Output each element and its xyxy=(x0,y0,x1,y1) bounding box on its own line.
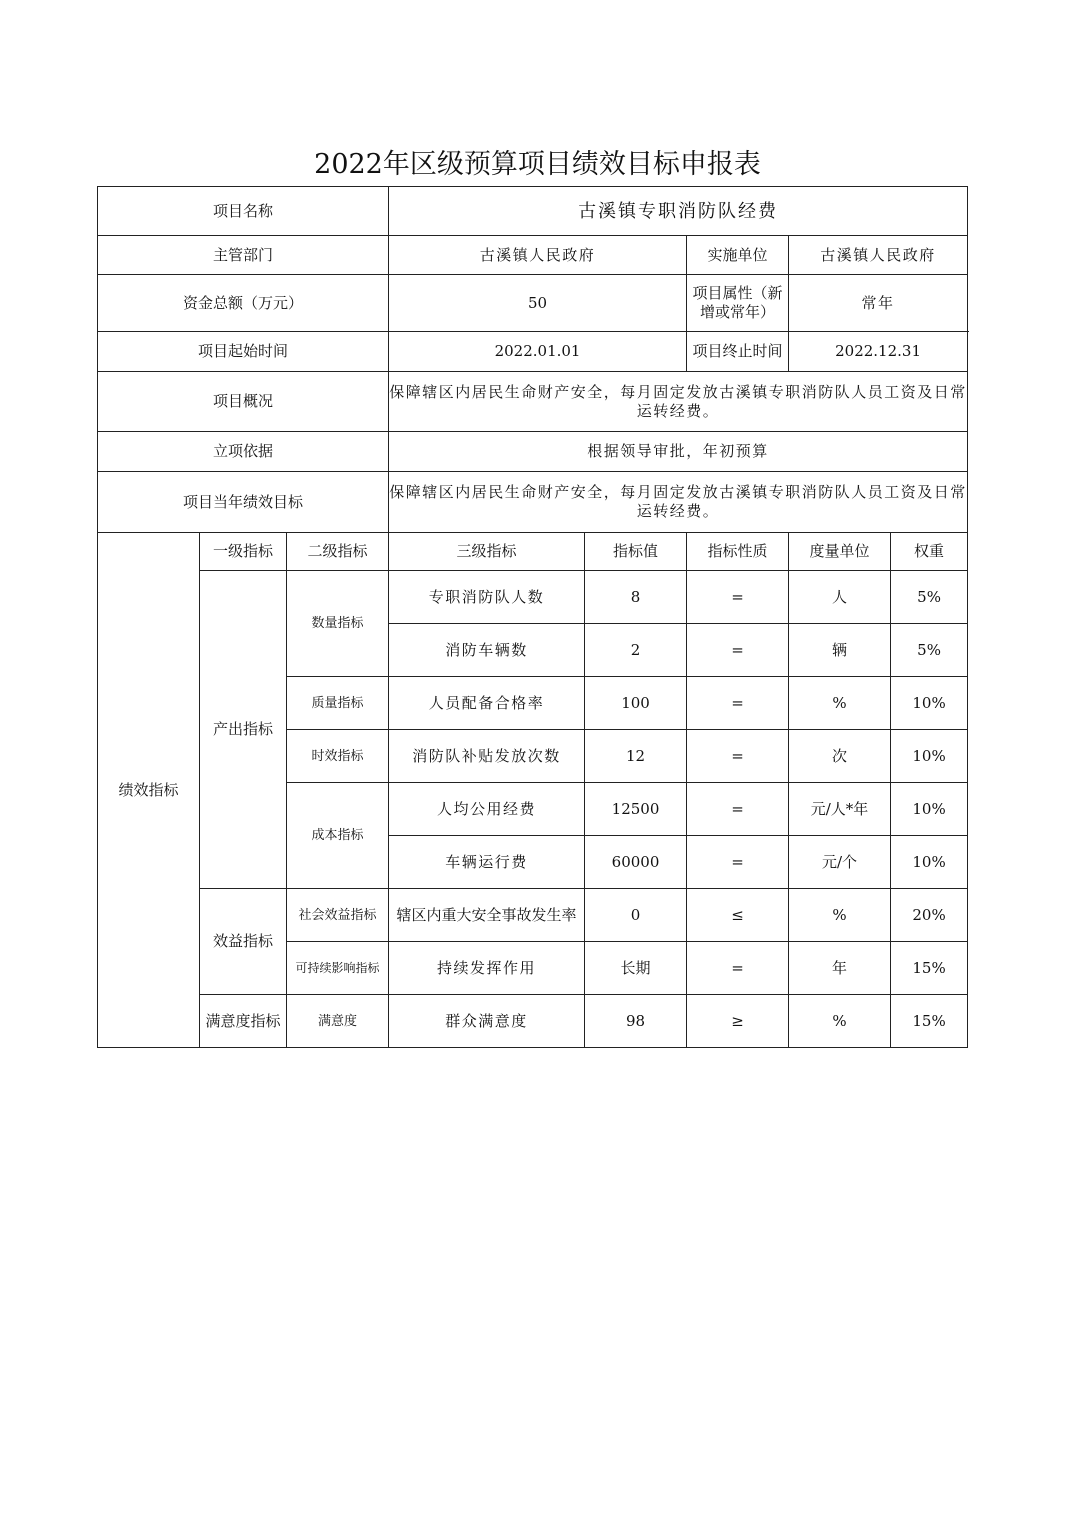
row-dates xyxy=(98,332,968,372)
indicator-weight: 5% xyxy=(891,624,968,677)
goal-label: 项目当年绩效目标 xyxy=(98,472,389,533)
indicator-weight: 5% xyxy=(891,571,968,624)
indicator-weight: 10% xyxy=(891,677,968,730)
basis-value: 根据领导审批，年初预算 xyxy=(389,432,968,472)
impl-label: 实施单位 xyxy=(687,236,789,275)
page-title: 2022年区级预算项目绩效目标申报表 xyxy=(314,149,761,180)
indicator-value: 2 xyxy=(585,624,687,677)
indicator-unit: 年 xyxy=(789,942,891,995)
indicator-name: 车辆运行费 xyxy=(389,836,585,889)
header-unit: 度量单位 xyxy=(789,533,891,571)
level2-quality: 质量指标 xyxy=(287,677,389,730)
indicator-weight: 15% xyxy=(891,995,968,1048)
header-level3: 三级指标 xyxy=(389,533,585,571)
indicator-nature: = xyxy=(687,571,789,624)
indicator-value: 12 xyxy=(585,730,687,783)
indicator-name: 人员配备合格率 xyxy=(389,677,585,730)
indicator-name: 辖区内重大安全事故发生率 xyxy=(389,889,585,942)
budget-form-table xyxy=(97,186,968,1048)
row-project-name xyxy=(98,187,968,236)
indicator-value: 12500 xyxy=(585,783,687,836)
overview-label: 项目概况 xyxy=(98,372,389,432)
level1-satisfaction: 满意度指标 xyxy=(200,995,287,1048)
indicator-weight: 20% xyxy=(891,889,968,942)
indicator-value: 长期 xyxy=(585,942,687,995)
start-label: 项目起始时间 xyxy=(98,332,389,372)
end-label: 项目终止时间 xyxy=(687,332,789,372)
row-goal xyxy=(98,472,968,533)
start-value: 2022.01.01 xyxy=(389,332,687,372)
indicator-name: 专职消防队人数 xyxy=(389,571,585,624)
indicator-name: 消防队补贴发放次数 xyxy=(389,730,585,783)
perf-header-row xyxy=(98,533,968,571)
dept-label: 主管部门 xyxy=(98,236,389,275)
row-fund xyxy=(98,275,968,332)
indicator-name: 持续发挥作用 xyxy=(389,942,585,995)
indicator-weight: 10% xyxy=(891,730,968,783)
level2-quantity: 数量指标 xyxy=(287,571,389,677)
indicator-nature: = xyxy=(687,942,789,995)
project-name-value: 古溪镇专职消防队经费 xyxy=(389,187,968,236)
indicator-unit: 人 xyxy=(789,571,891,624)
indicator-name: 人均公用经费 xyxy=(389,783,585,836)
impl-value: 古溪镇人民政府 xyxy=(789,236,968,275)
fund-label: 资金总额（万元） xyxy=(98,275,389,332)
indicator-nature: = xyxy=(687,783,789,836)
indicator-weight: 10% xyxy=(891,783,968,836)
indicator-name: 群众满意度 xyxy=(389,995,585,1048)
indicator-weight: 15% xyxy=(891,942,968,995)
row-basis xyxy=(98,432,968,472)
indicator-nature: ≥ xyxy=(687,995,789,1048)
indicator-nature: ≤ xyxy=(687,889,789,942)
header-level2: 二级指标 xyxy=(287,533,389,571)
level2-cost: 成本指标 xyxy=(287,783,389,889)
indicator-unit: % xyxy=(789,995,891,1048)
end-value: 2022.12.31 xyxy=(789,332,968,372)
indicator-value: 8 xyxy=(585,571,687,624)
header-weight: 权重 xyxy=(891,533,968,571)
indicator-unit: 辆 xyxy=(789,624,891,677)
header-nature: 指标性质 xyxy=(687,533,789,571)
level1-benefit: 效益指标 xyxy=(200,889,287,995)
indicator-name: 消防车辆数 xyxy=(389,624,585,677)
indicator-nature: = xyxy=(687,624,789,677)
indicator-nature: = xyxy=(687,677,789,730)
level2-satisfaction: 满意度 xyxy=(287,995,389,1048)
dept-value: 古溪镇人民政府 xyxy=(389,236,687,275)
indicator-unit: 元/人*年 xyxy=(789,783,891,836)
level2-social: 社会效益指标 xyxy=(287,889,389,942)
indicator-value: 100 xyxy=(585,677,687,730)
level1-output: 产出指标 xyxy=(200,571,287,889)
indicator-value: 98 xyxy=(585,995,687,1048)
level2-timeliness: 时效指标 xyxy=(287,730,389,783)
indicator-nature: = xyxy=(687,836,789,889)
indicator-nature: = xyxy=(687,730,789,783)
header-value: 指标值 xyxy=(585,533,687,571)
basis-label: 立项依据 xyxy=(98,432,389,472)
table-row xyxy=(98,571,968,624)
row-dept xyxy=(98,236,968,275)
attr-value: 常年 xyxy=(789,275,968,332)
overview-value: 保障辖区内居民生命财产安全，每月固定发放古溪镇专职消防队人员工资及日常运转经费。 xyxy=(389,372,968,432)
perf-section-label: 绩效指标 xyxy=(98,533,200,1048)
indicator-value: 0 xyxy=(585,889,687,942)
table-row xyxy=(98,889,968,942)
indicator-unit: 次 xyxy=(789,730,891,783)
table-row xyxy=(98,995,968,1048)
fund-value: 50 xyxy=(389,275,687,332)
indicator-unit: % xyxy=(789,889,891,942)
indicator-unit: % xyxy=(789,677,891,730)
indicator-unit: 元/个 xyxy=(789,836,891,889)
indicator-value: 60000 xyxy=(585,836,687,889)
row-overview xyxy=(98,372,968,432)
level2-sustainable: 可持续影响指标 xyxy=(287,942,389,995)
project-name-label: 项目名称 xyxy=(98,187,389,236)
indicator-weight: 10% xyxy=(891,836,968,889)
goal-value: 保障辖区内居民生命财产安全，每月固定发放古溪镇专职消防队人员工资及日常运转经费。 xyxy=(389,472,968,533)
attr-label: 项目属性（新增或常年） xyxy=(687,275,789,332)
header-level1: 一级指标 xyxy=(200,533,287,571)
